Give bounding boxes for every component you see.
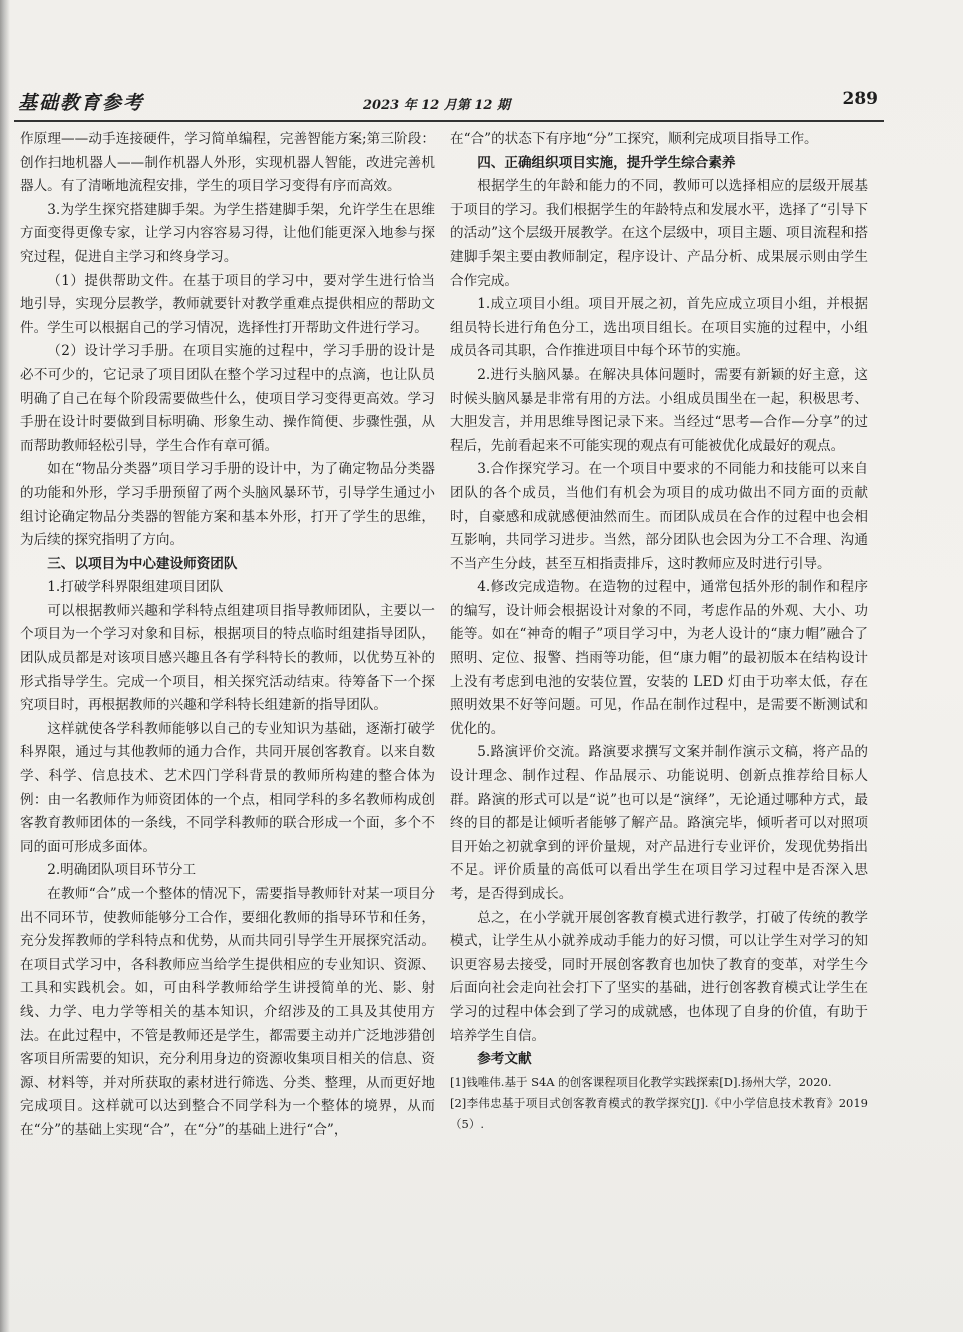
paragraph: 作原理——动手连接硬件，学习简单编程，完善智能方案;第三阶段：创作扫地机器人——制作机器人外形，实现机器人智能，改进完善机器人。有了清晰地流程安排，学生的项目学习变得有序而高效。 <box>20 131 435 195</box>
paragraph: 4.修改完成造物。在造物的过程中，通常包括外形的制作和程序的编写，设计师会根据设计对象的不同，考虑作品的外观、大小、功能等。如在“神奇的帽子”项目学习中，为老人设计的“康力帽”融合了照明、定位、报警、挡雨等功能，但“康力帽”的最初版本在结构设计上没有考虑到电池的安装位置，安装的 LED 灯由于功率太低，存在照明效果不好等问题。可见，作品在制作过程中，是需要不断测试和优化的。 <box>450 579 868 737</box>
paragraph: 3.为学生探究搭建脚手架。为学生搭建脚手架，允许学生在思维方面变得更像专家，让学习内容容易习得，让他们能更深入地参与探究过程，促进自主学习和终身学习。 <box>20 201 435 265</box>
paragraph: 在“合”的状态下有序地“分”工探究，顺利完成项目指导工作。 <box>450 131 818 147</box>
subsection-heading: 2.明确团队项目环节分工 <box>47 862 197 879</box>
page-header <box>18 88 898 118</box>
issue-label: 2023 年 12 月第 12 期 <box>363 98 510 113</box>
right-column <box>450 128 868 1135</box>
section-heading: 三、以项目为中心建设师资团队 <box>47 555 238 572</box>
paragraph: 1.成立项目小组。项目开展之初，首先应成立项目小组，并根据组员特长进行角色分工，选出项目组长。在项目实施的过程中，小组成员各司其职，合作推进项目中每个环节的实施。 <box>450 296 868 360</box>
page-number: 289 <box>842 89 878 109</box>
page-fold-shadow <box>0 0 10 1332</box>
reference-item: [2]李伟忠基于项目式创客教育模式的教学探究[J].《中小学信息技术教育》2019（5）. <box>450 1095 868 1131</box>
paragraph: 3.合作探究学习。在一个项目中要求的不同能力和技能可以来自团队的各个成员，当他们有机会为项目的成功做出不同方面的贡献时，自豪感和成就感便油然而生。而团队成员在合作的过程中也会相互影响，共同学习进步。当然，部分团队也会因为分工不合理、沟通不当产生分歧，甚至互相指责排斥，这时教师应及时进行引导。 <box>450 461 868 572</box>
paragraph: 可以根据教师兴趣和学科特点组建项目指导教师团队，主要以一个项目为一个学习对象和目标，根据项目的特点临时组建指导团队，团队成员都是对该项目感兴趣且各有学科特长的教师，以优势互补的形式指导学生。完成一个项目，相关探究活动结束。待筹备下一个探究项目时，再根据教师的兴趣和学科特长组建新的指导团队。 <box>20 602 435 714</box>
section-heading: 四、正确组织项目实施，提升学生综合素养 <box>477 154 736 171</box>
paragraph: 总之，在小学就开展创客教育模式进行教学，打破了传统的教学模式，让学生从小就养成动手能力的好习惯，可以让学生对学习的知识更容易去接受，同时开展创客教育也加快了教育的变革，对学生今后面向社会走向社会打下了坚实的基础，进行创客教育模式让学生在学习的过程中体会到了学习的成就感，也体现了自身的价值，有助于培养学生自信。 <box>450 909 868 1044</box>
header-rule <box>14 120 884 122</box>
paragraph: 这样就使各学科教师能够以自己的专业知识为基础，逐渐打破学科界限，通过与其他教师的通力合作，共同开展创客教育。以来自数学、科学、信息技术、艺术四门学科背景的教师所构建的整合体为例：由一名教师作为师资团体的一个点，相同学科的多名教师构成创客教育教师团体的一条线，不同学科教师的联合形成一个面，多个不同的面可形成多面体。 <box>20 720 435 855</box>
paragraph: 5.路演评价交流。路演要求撰写文案并制作演示文稿，将产品的设计理念、制作过程、作品展示、功能说明、创新点推荐给目标人群。路演的形式可以是“说”也可以是“演绎”，无论通过哪种方式，最终的目的都是让倾听者能够了解产品。路演完毕，倾听者可以对照项目开始之初就拿到的评价量规，对产品进行专业评价，发现优势指出不足。评价质量的高低可以看出学生在项目学习过程中是否深入思考，是否得到成长。 <box>450 744 868 902</box>
paragraph: 在教师“合”成一个整体的情况下，需要指导教师针对某一项目分出不同环节，使教师能够分工合作，要细化教师的指导环节和任务，充分发挥教师的学科特点和优势，从而共同引导学生开展探究活动。在项目式学习中，各科教师应当给学生提供相应的专业知识、资源、工具和实践机会。如，可由科学教师给学生讲授简单的光、影、射线、力学、电力学等相关的基本知识，介绍涉及的工具及其使用方法。在此过程中，不管是教师还是学生，都需要主动并广泛地涉猎创客项目所需要的知识，充分利用身边的资源收集项目相关的信息、资源、材料等，并对所获取的素材进行筛选、分类、整理，从而更好地完成项目。这样就可以达到整合不同学科为一个整体的境界，从而在“分”的基础上实现“合”，在“分”的基础上进行“合”， <box>20 886 435 1138</box>
paragraph: （2）设计学习手册。在项目实施的过程中，学习手册的设计是必不可少的，它记录了项目团队在整个学习过程中的点滴，也让队员明确了自己在每个阶段需要做些什么，使项目学习变得更高效。学习手册在设计时要做到目标明确、形象生动、操作简便、步骤性强，从而帮助教师轻松引导，学生合作有章可循。 <box>20 343 435 454</box>
paragraph: 如在“物品分类器”项目学习手册的设计中，为了确定物品分类器的功能和外形，学习手册预留了两个头脑风暴环节，引导学生通过小组讨论确定物品分类器的智能方案和基本外形，打开了学生的思维，为后续的探究指明了方向。 <box>20 461 435 549</box>
journal-title: 基础教育参考 <box>18 92 145 114</box>
left-column <box>20 128 435 1143</box>
references-heading: 参考文献 <box>477 1051 532 1068</box>
paragraph: （1）提供帮助文件。在基于项目的学习中，要对学生进行恰当地引导，实现分层教学，教师就要针对教学重难点提供相应的帮助文件。学生可以根据自己的学习情况，选择性打开帮助文件进行学习。 <box>20 272 435 336</box>
subsection-heading: 1.打破学科界限组建项目团队 <box>47 579 224 596</box>
reference-item: [1]钱唯伟.基于 S4A 的创客课程项目化教学实践探索[D].扬州大学，2020. <box>450 1074 832 1089</box>
paragraph: 根据学生的年龄和能力的不同，教师可以选择相应的层级开展基于项目的学习。我们根据学生的年龄特点和发展水平，选择了“引导下的活动”这个层级开展教学。在这个层级中，项目主题、项目流程和搭建脚手架主要由教师制定，程序设计、产品分析、成果展示则由学生合作完成。 <box>450 178 868 289</box>
paragraph: 2.进行头脑风暴。在解决具体问题时，需要有新颖的好主意，这时候头脑风暴是非常有用的方法。小组成员围坐在一起，积极思考、大胆发言，并用思维导图记录下来。当经过“思考—合作—分享”的过程后，先前看起来不可能实现的观点有可能被优化成最好的观点。 <box>450 366 868 454</box>
